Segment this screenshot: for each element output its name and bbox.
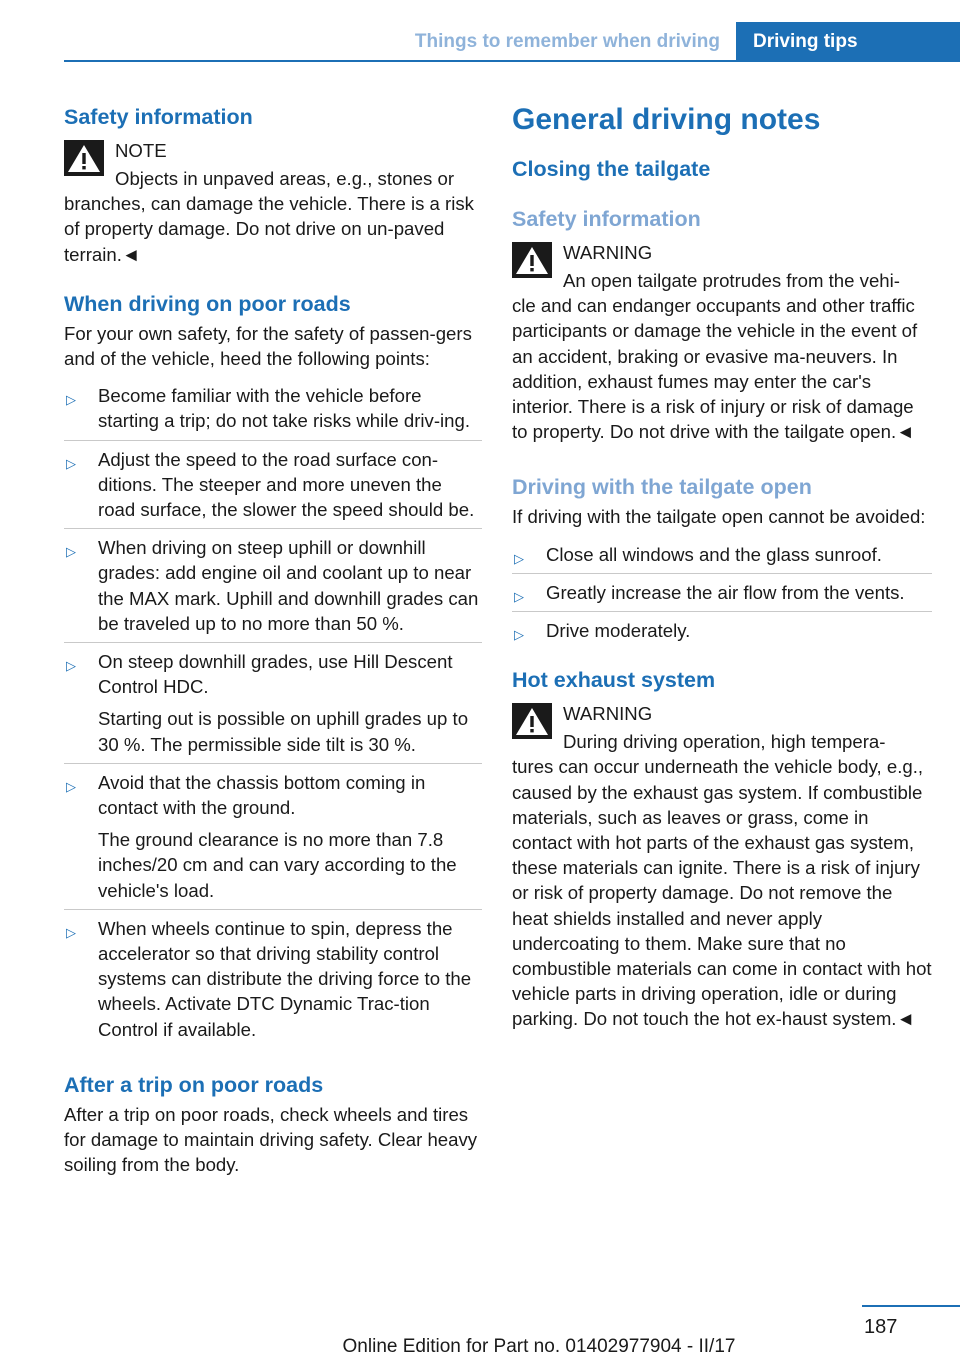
list-item: ▷ Avoid that the chassis bottom coming in contact with the ground. The ground clearance is no more than 7.8 inches/20 cm and can vary according to the vehicle's load. [64,764,482,910]
note-text: branches, can damage the vehicle. There is a risk of property damage. Do not drive on un‐paved terrain.◄ [64,193,474,265]
page-header [0,22,960,62]
hot-exhaust-heading: Hot exhaust system [512,668,716,693]
bullet-triangle-icon: ▷ [66,778,76,794]
warning-first-line: During driving operation, high tempera‐ [563,731,886,753]
poor-roads-heading: When driving on poor roads [64,291,351,316]
bullet-triangle-icon: ▷ [66,455,76,471]
warning-box-tailgate [512,238,932,444]
right-column [512,100,932,1032]
warning-text: cle and can endanger occupants and other traffic participants or damage the vehicle in the event of an accident, braking or evasive ma‐neuvers. In addition, exhaust fumes may enter the car's interior. There is a risk of injury or risk of damage to property. Do not drive with the tailgate open.◄ [512,295,918,443]
page-number: 187 [864,1316,898,1338]
warning-triangle-icon [512,242,552,278]
safety-information-heading: Safety information [64,105,253,129]
warning-first-line: An open tailgate protrudes from the vehi‐ [563,270,900,291]
header-section-title: Things to remember when driving [414,31,720,52]
after-trip-heading: After a trip on poor roads [64,1072,324,1097]
closing-tailgate-heading: Closing the tailgate [512,157,711,181]
list-item: ▷ Adjust the speed to the road surface con‐ditions. The steeper and more uneven the road surface, the slower the speed should be. [64,441,482,530]
poor-roads-list [64,377,482,1048]
bullet-triangle-icon: ▷ [66,392,76,408]
list-item: ▷ Drive moderately. [512,612,932,649]
list-item: ▷ Greatly increase the air flow from the vents. [512,574,932,612]
list-item: ▷ Close all windows and the glass sunroof. [512,536,932,574]
list-item: ▷ When driving on steep uphill or downhill grades: add engine oil and coolant up to near the MAX mark. Uphill and downhill grades can be traveled up to no more than 50 %. [64,529,482,643]
bullet-triangle-icon: ▷ [66,924,76,940]
tailgate-open-list [512,536,932,650]
bullet-triangle-icon: ▷ [514,588,524,604]
warning-triangle-icon [64,140,104,176]
warning-title: WARNING [563,703,653,725]
warning-title: WARNING [563,242,653,263]
bullet-triangle-icon: ▷ [66,658,76,674]
tailgate-open-heading: Driving with the tailgate open [512,475,812,500]
list-item: ▷ Become familiar with the vehicle before starting a trip; do not take risks while driv‐ing. [64,377,482,440]
warning-text: tures can occur underneath the vehicle body, e.g., caused by the exhaust gas system. If combustible materials, such as leaves or grass, come in contact with hot parts of the exhaust gas system, these materials can ignite. There is a risk of injury or risk of property damage. Do not remove the heat shields installed and never apply undercoating to them. Make sure that no combustible materials can come in contact with hot vehicle parts in driving operation, idle or during parking. Do not touch the hot ex‐haust system.◄ [512,756,932,1030]
bullet-triangle-icon: ▷ [66,544,76,560]
warning-triangle-icon [512,703,552,739]
tailgate-open-intro: If driving with the tailgate open cannot be avoided: [512,506,926,528]
edition-note: Online Edition for Part no. 01402977904 - II/17 [342,1336,736,1357]
warning-box-exhaust [512,699,932,1031]
header-chapter-tab: Driving tips [736,22,960,62]
bullet-triangle-icon: ▷ [514,627,524,643]
left-column [64,100,482,1178]
after-trip-text: After a trip on poor roads, check wheels and tires for damage to maintain driving safety. Clear heavy soiling from the body. [64,1103,478,1176]
note-title: NOTE [115,140,167,161]
list-item: ▷ On steep downhill grades, use Hill Descent Control HDC. Starting out is possible on uphill grades up to 30 %. The permissible side tilt is 30 %. [64,643,482,764]
note-first-line: Objects in unpaved areas, e.g., stones or [115,168,455,189]
bullet-triangle-icon: ▷ [514,550,524,566]
poor-roads-intro: For your own safety, for the safety of passen‐gers and of the vehicle, heed the following points: [64,322,472,370]
footer-rule [862,1305,960,1307]
note-box [64,136,482,267]
list-item: ▷ When wheels continue to spin, depress the accelerator so that driving stability control systems can distribute the driving force to the wheels. Activate DTC Dynamic Trac‐tion Control if available. [66,917,472,1040]
safety-information-heading-right: Safety information [512,207,701,231]
page-title: General driving notes [512,103,821,136]
